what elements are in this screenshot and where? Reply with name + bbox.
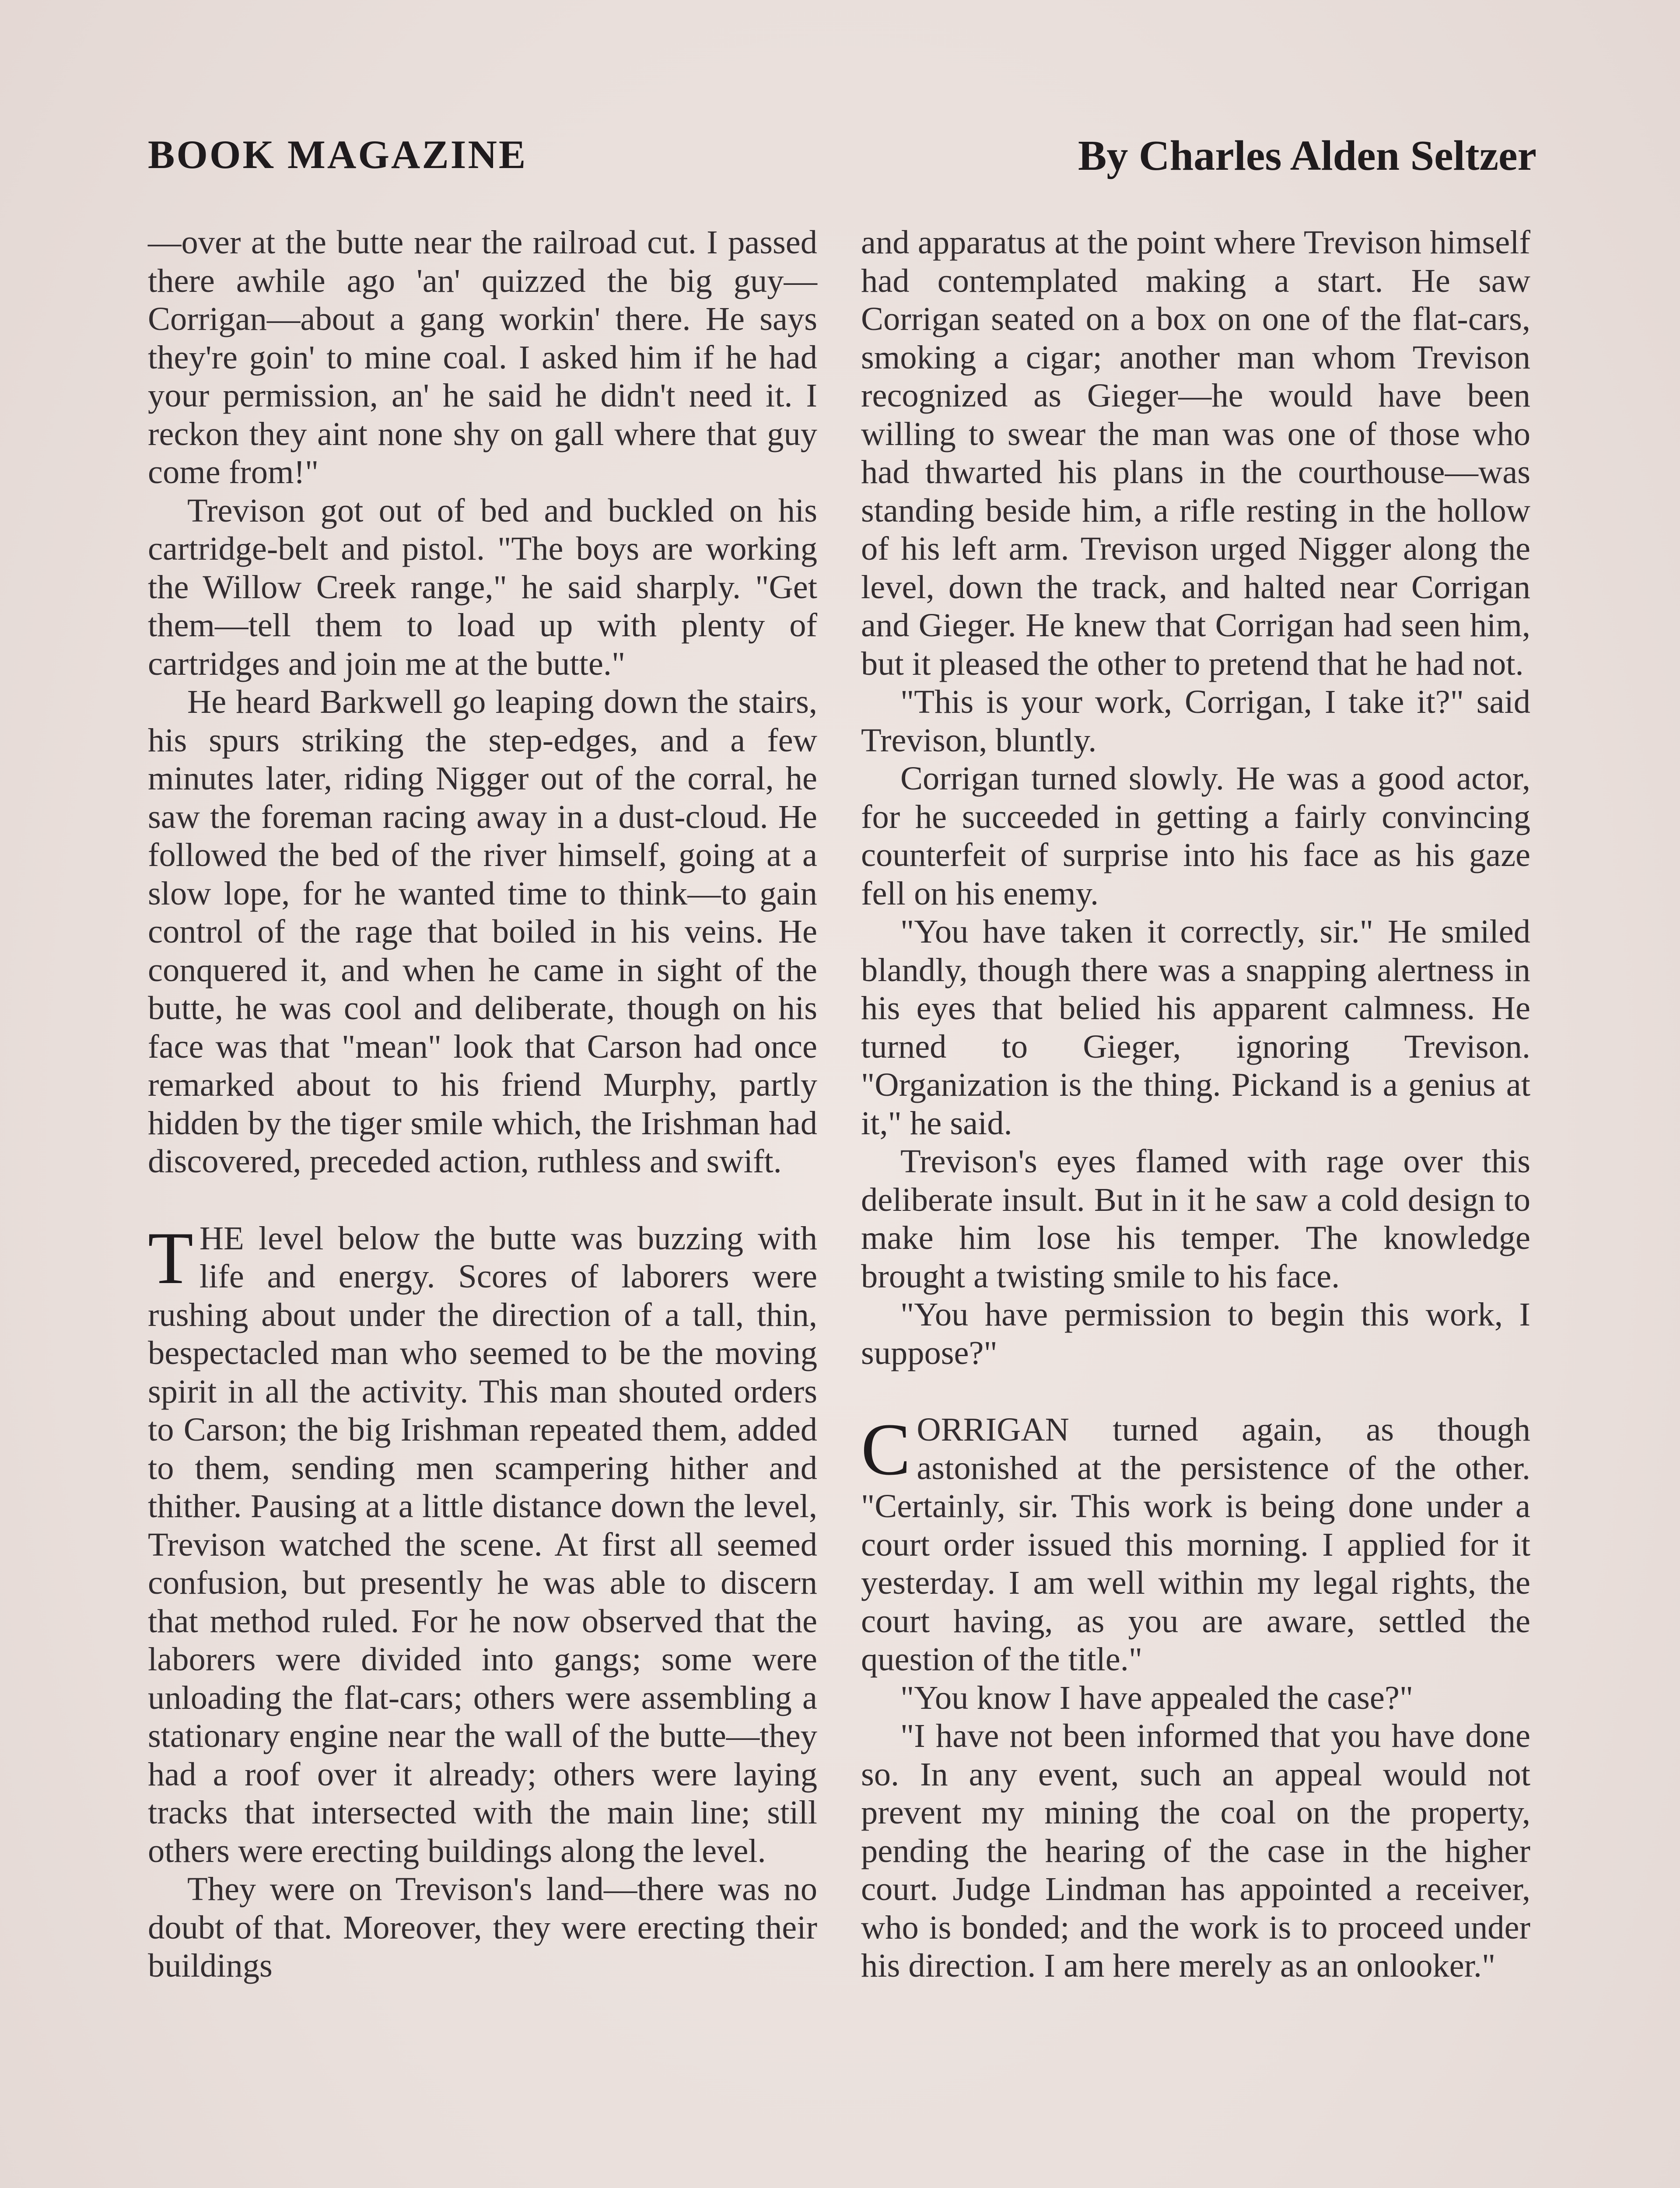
right-column <box>861 223 1530 1985</box>
drop-cap: T <box>148 1217 193 1299</box>
paragraph: —over at the butte near the railroad cut. I passed there awhile ago 'an' quizzed the big guy—Corrigan—about a gang workin' there. He says they're goin' to mine coal. I asked him if he had your permission, an' he said he didn't need it. I reckon they aint none shy on gall where that guy come from!" <box>148 224 817 491</box>
magazine-title: BOOK MAGAZINE <box>148 132 528 177</box>
paragraph: Trevison's eyes flamed with rage over this deliberate insult. But in it he saw a cold design to make him lose his temper. The knowledge brought a twisting smile to his face. <box>861 1143 1530 1295</box>
running-header <box>148 131 1536 188</box>
paragraph-with-dropcap <box>861 1410 1530 1679</box>
section-break <box>148 1181 817 1219</box>
section-break <box>861 1372 1530 1410</box>
author-byline: By Charles Alden Seltzer <box>1078 132 1536 179</box>
paragraph: and apparatus at the point where Trevison himself had contemplated making a start. He saw Corrigan seated on a box on one of the flat-cars, smoking a cigar; another man whom Trevison recognized as Gieger—he would have been willing to swear the man was one of those who had thwarted his plans in the courthouse—was standing beside him, a rifle resting in the hollow of his left arm. Trevison urged Nigger along the level, down the track, and halted near Corrigan and Gieger. He knew that Corrigan had seen him, but it pleased the other to pretend that he had not. <box>861 224 1530 682</box>
paragraph: "I have not been informed that you have done so. In any event, such an appeal would not prevent my mining the coal on the property, pending the hearing of the case in the higher court. Judge Lindman has appointed a receiver, who is bonded; and the work is to proceed under his direction. I am here merely as an onlooker." <box>861 1717 1530 1984</box>
paragraph: "You have taken it correctly, sir." He smiled blandly, though there was a snapping alertness in his eyes that belied his apparent calmness. He turned to Gieger, ignoring Trevison. "Organization is the thing. Pickand is a genius at it," he said. <box>861 913 1530 1142</box>
paragraph-with-dropcap <box>148 1219 817 1870</box>
left-column <box>148 223 817 1985</box>
paragraph: "This is your work, Corrigan, I take it?" said Trevison, bluntly. <box>861 683 1530 759</box>
paragraph: They were on Trevison's land—there was no doubt of that. Moreover, they were erecting their buildings <box>148 1870 817 1984</box>
paragraph: "You know I have appealed the case?" <box>900 1679 1414 1716</box>
paragraph: "You have permission to begin this work, I suppose?" <box>861 1296 1530 1371</box>
paragraph: Corrigan turned slowly. He was a good actor, for he succeeded in getting a fairly convincing counterfeit of surprise into his face as his gaze fell on his enemy. <box>861 760 1530 912</box>
paragraph: Trevison got out of bed and buckled on his cartridge-belt and pistol. "The boys are working the Willow Creek range," he said sharply. "Get them—tell them to load up with plenty of cartridges and join me at the butte." <box>148 491 817 682</box>
paragraph-text: HE level below the butte was buzzing with life and energy. Scores of laborers were rushing about under the direction of a tall, thin, bespectacled man who seemed to be the moving spirit in all the activity. This man shouted orders to Carson; the big Irishman repeated them, added to them, sending men scampering hither and thither. Pausing at a little distance down the level, Trevison watched the scene. At first all seemed confusion, but presently he was able to discern that method ruled. For he now observed that the laborers were divided into gangs; some were unloading the flat-cars; others were assembling a stationary engine near the wall of the butte—they had a roof over it already; others were laying tracks that intersected with the main line; still others were erecting buildings along the level. <box>148 1219 817 1869</box>
paragraph: He heard Barkwell go leaping down the stairs, his spurs striking the step-edges, and a few minutes later, riding Nigger out of the corral, he saw the foreman racing away in a dust-cloud. He followed the bed of the river himself, going at a slow lope, for he wanted time to think—to gain control of the rage that boiled in his veins. He conquered it, and when he came in sight of the butte, he was cool and deliberate, though on his face was that "mean" look that Carson had once remarked about to his friend Murphy, partly hidden by the tiger smile which, the Irishman had discovered, preceded action, ruthless and swift. <box>148 683 817 1180</box>
paragraph-text: ORRIGAN turned again, as though astonished at the persistence of the other. "Certainly, sir. This work is being done under a court order issued this morning. I applied for it yesterday. I am well within my legal rights, the court having, as you are aware, settled the question of the title." <box>861 1411 1530 1678</box>
drop-cap: C <box>861 1408 911 1490</box>
